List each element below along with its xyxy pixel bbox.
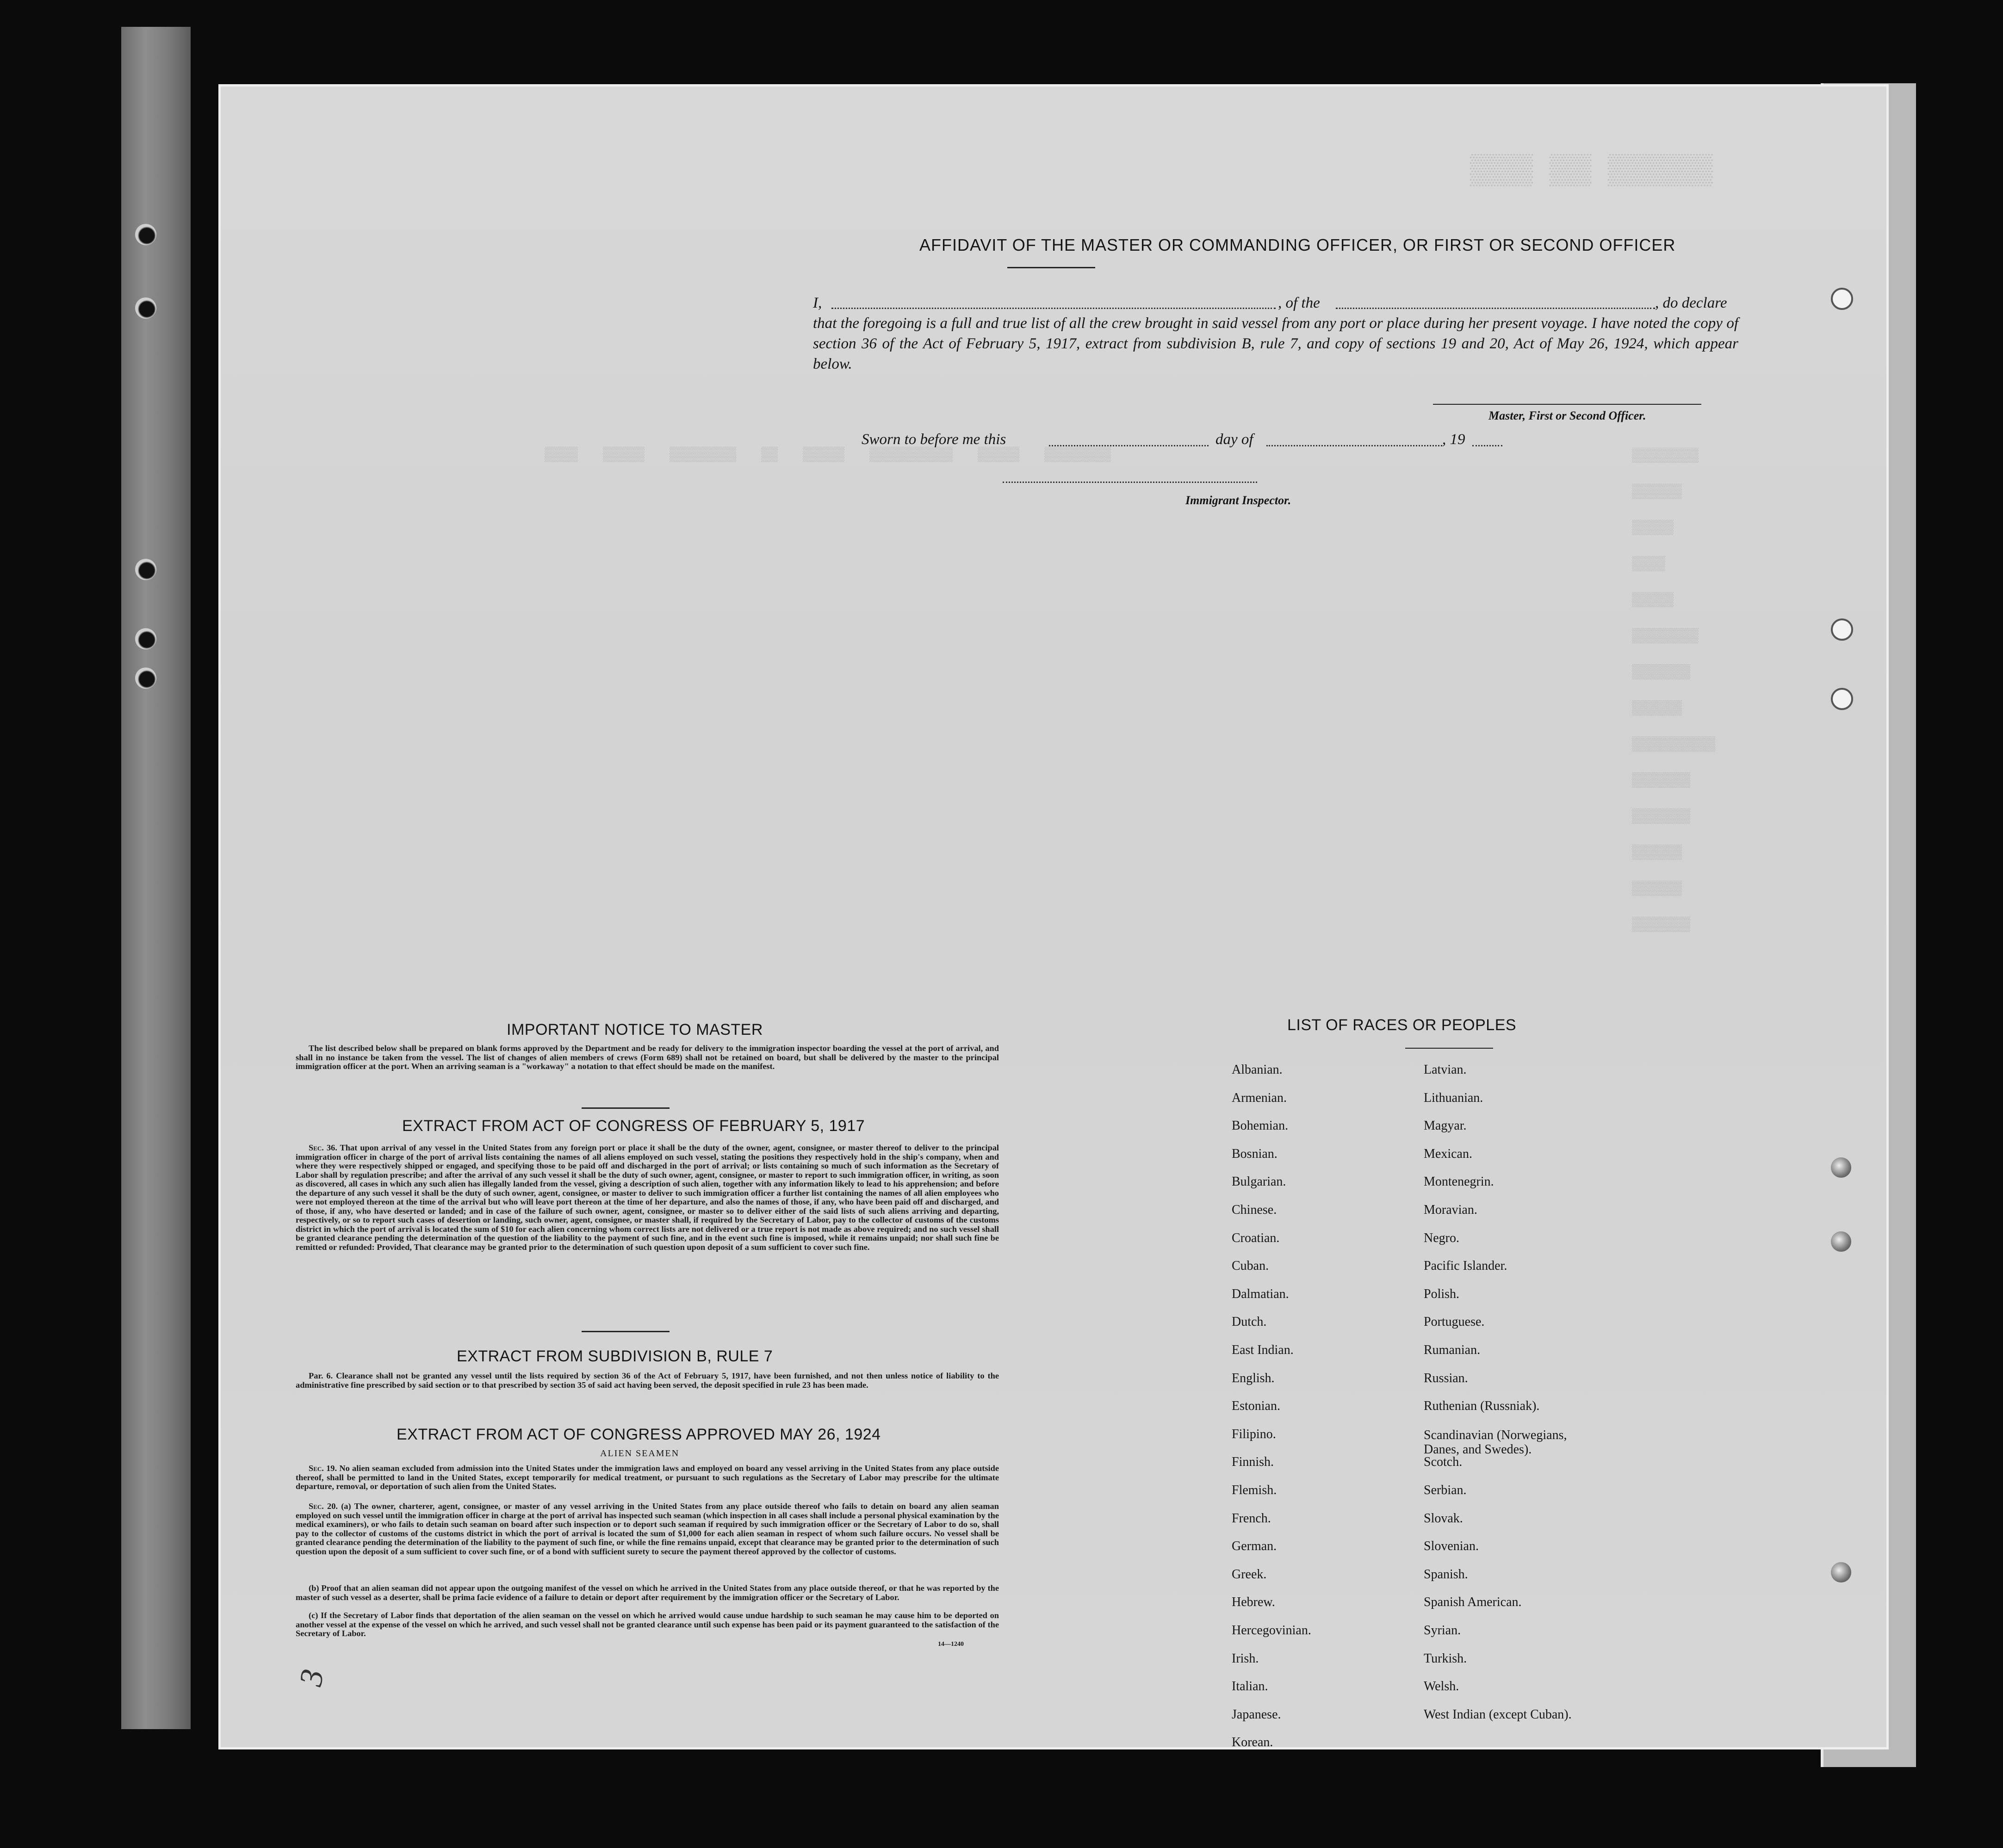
race-item: Armenian. [1232, 1090, 1287, 1105]
race-item: Latvian. [1424, 1063, 1467, 1077]
race-item: Greek. [1232, 1567, 1267, 1582]
race-item: Mexican. [1424, 1146, 1472, 1161]
race-item: Hebrew. [1232, 1595, 1275, 1610]
race-item: Italian. [1232, 1679, 1268, 1694]
race-item: Dutch. [1232, 1315, 1267, 1329]
race-item: German. [1232, 1539, 1277, 1554]
race-item: Portuguese. [1424, 1315, 1485, 1329]
affidavit-paragraph: that the foregoing is a full and true list of all the crew brought in said vessel from any port or place during her present voyage. I have noted the copy of section 36 of the Act of February 5, 1917, extract from subdivision B, rule 7, and copy of sections 19 and 20, Act of May 26, 1924, which appear below. [813, 315, 1738, 372]
race-item: Montenegrin. [1424, 1174, 1494, 1189]
extract-1924-sec19 [296, 1464, 999, 1491]
races-title: LIST OF RACES OR PEOPLES [1287, 1016, 1517, 1034]
race-item: Syrian. [1424, 1623, 1461, 1638]
punch-hole [1831, 288, 1853, 310]
extract-rule7-title: EXTRACT FROM SUBDIVISION B, RULE 7 [457, 1347, 773, 1365]
extract-1924-sec20b: (b) Proof that an alien seaman did not appear upon the outgoing manifest of the vessel on which he arrived in the United States from any place outside thereof, or that he was reported by the master of such vessel as a deserter, shall be prima facie evidence of a failure to detain or deport after requirement by the immigration officer or the Secretary of Labor. [296, 1583, 999, 1602]
race-item: Spanish. [1424, 1567, 1468, 1582]
year-label: , 19 [1442, 431, 1465, 448]
binder-hole [135, 668, 156, 689]
race-item: Welsh. [1424, 1679, 1459, 1694]
month-blank[interactable] [1266, 445, 1442, 446]
i-label: I, [813, 295, 822, 311]
rivet [1831, 1157, 1851, 1178]
bleed-through: ▒▒▒▒▒▒▒▒ ▒▒▒▒▒▒ ▒▒▒▒▒ ▒▒▒▒ ▒▒▒▒▒ ▒▒▒▒▒▒▒▒ ▒▒▒▒▒▒▒ ▒▒▒▒▒▒ ▒▒▒▒▒▒▒▒▒▒ ▒▒▒▒▒▒▒ ▒▒▒▒▒▒▒ ▒▒▒▒▒▒ ▒▒▒▒▒▒ ▒▒▒▒▒▒▒ [1632, 448, 1716, 933]
race-item: Bohemian. [1232, 1119, 1289, 1133]
title-rule [1007, 267, 1095, 268]
binder-hole [135, 628, 156, 649]
race-item: Pacific Islander. [1424, 1259, 1507, 1273]
race-item: Turkish. [1424, 1651, 1467, 1666]
notice-text: The list described below shall be prepared on blank forms approved by the Department and be ready for delivery to the immigration inspector boarding the vessel at the port of arrival, and shall in no instance be taken from the vessel. The list of changes of alien members of crews (Form 689) shall not be retained on board, but shall be delivered by the master to the principal immigration officer at the port. When an arriving seaman is a "workaway" a notation to that effect should be made on the manifest. [296, 1044, 999, 1071]
handwritten-mark: 3 [293, 1666, 331, 1689]
divider [582, 1107, 670, 1109]
of-the-label: , of the [1278, 295, 1320, 311]
form-code: 14—1240 [938, 1641, 964, 1648]
binder-hole [135, 559, 156, 580]
bleed-through: ▒▒▒ ▒▒ ▒▒▒▒▒ [1470, 152, 1713, 185]
inspector-signature-line[interactable] [1003, 482, 1257, 483]
bleed-through: ▒▒▒▒ ▒▒▒▒▒ ▒▒▒▒▒▒▒▒ ▒▒ ▒▒▒▒▒ ▒▒▒▒▒▒▒▒▒▒ ▒▒▒▒▒ ▒▒▒▒▒▒▒▒ [545, 447, 1111, 463]
sec-19-text: No alien seaman excluded from admission into the United States under the immigration laws and employed on board any vessel arriving in the United States from any place outside thereof, shall be permitted to land in the United States, except temporarily for medical treatment, or pursuant to such regulations as the Secretary of Labor may prescribe for the ultimate departure, removal, or deportation of such alien from the United States. [296, 1464, 999, 1491]
year-blank[interactable] [1472, 445, 1502, 446]
extract-1924-sec20a [296, 1502, 999, 1556]
race-item: Slovak. [1424, 1511, 1463, 1526]
race-item: Polish. [1424, 1286, 1460, 1301]
rivet [1831, 1562, 1851, 1582]
race-item: Albanian. [1232, 1063, 1283, 1077]
race-item: Magyar. [1424, 1119, 1467, 1133]
race-item: Irish. [1232, 1651, 1259, 1666]
race-item: Slovenian. [1424, 1539, 1479, 1554]
master-signature-line[interactable] [1433, 404, 1701, 405]
races-rule [1405, 1048, 1493, 1049]
extract-1924-subtitle: ALIEN SEAMEN [600, 1448, 680, 1459]
sec-20a-text: (a) The owner, charterer, agent, consignee, or master of any vessel arriving in the United States from any place outside thereof who fails to detain on board any alien seaman employed on such vessel until the immigration officer in charge at the port of arrival has inspected such seaman (which inspection in all cases shall include a personal physical examination by the medical examiners), or who fails to detain such seaman on board after such inspection or to deport such seaman if required by such immigration officer or the Secretary of Labor to do so, shall pay to the collector of customs of the customs district in which the port of arrival is located the sum of $1,000 for each alien seaman in respect of whom such failure occurs. No vessel shall be granted clearance pending the determination of the liability to the payment of such fine, or while the fine remains unpaid, except that clearance may be granted prior to the determination of such question upon the deposit of a sum sufficient to cover such fine, or of a bond with sufficient surety to secure the payment thereof approved by the collector of customs. [296, 1502, 999, 1556]
manifest-page [218, 84, 1889, 1749]
day-of-label: day of [1215, 431, 1253, 448]
race-item: Finnish. [1232, 1455, 1274, 1470]
race-item: Bulgarian. [1232, 1174, 1286, 1189]
sec-36-text: That upon arrival of any vessel in the United States from any foreign port or place it shall be the duty of the owner, agent, consignee, or master thereof to deliver to the principal immigration officer in charge of the port of arrival lists containing the names of all aliens employed on such vessel, stating the positions they respectively hold in the ship's company, when and where they were respectively shipped or engaged, and specifying those to be paid off and discharged in the port of arrival; or lists containing so much of such information as the Secretary of Labor shall by regulation prescribe; and after the arrival of any such vessel it shall be the duty of such owner, agent, consignee, or master to report to such immigration officer, in writing, as soon as discovered, all cases in which any such alien has illegally landed from the vessel, giving a description of such alien, together with any information likely to lead to his apprehension; and before the departure of any such vessel it shall be the duty of such owner, agent, consignee, or master to deliver to such immigration officer a further list containing the names of all alien employees who were not employed thereon at the time of the arrival but who will leave port thereon at the time of her departure, and also the names of those, if any, who have been paid off and discharged, and of those, if any, who have deserted or landed; and in case of the failure of such owner, agent, consignee, or master so to deliver either of the said lists of such aliens arriving and departing, respectively, or so to report such cases of desertion or landing, such owner, agent, consignee, or master shall, if required by the Secretary of Labor, pay to the collector of customs of the customs district in which the port of arrival is located the sum of $10 for each alien concerning whom correct lists are not delivered or a true report is not made as above required; and no such vessel shall be granted clearance pending the determination of the question of the liability to the payment of such fine, and in the event such fine is imposed, while it remains unpaid; nor shall such fine be remitted or refunded: Provided, That clearance may be granted prior to the determination of such question upon deposit of a sum sufficient to cover such fine. [296, 1143, 999, 1252]
race-item: Filipino. [1232, 1427, 1276, 1441]
race-item: Ruthenian (Russniak). [1424, 1399, 1540, 1414]
name-blank[interactable] [831, 308, 1276, 309]
do-declare-label: , do declare [1655, 295, 1727, 311]
race-item: West Indian (except Cuban). [1424, 1707, 1572, 1722]
race-item: Moravian. [1424, 1203, 1477, 1217]
race-item: Scandinavian (Norwegians, [1424, 1428, 1567, 1442]
race-item: Negro. [1424, 1230, 1459, 1245]
race-item: East Indian. [1232, 1343, 1294, 1357]
punch-hole [1831, 688, 1853, 710]
extract-1917-text [296, 1143, 999, 1252]
sec-20-label: Sec. 20. [309, 1502, 338, 1511]
race-item: Russian. [1424, 1371, 1468, 1385]
race-item: Rumanian. [1424, 1343, 1481, 1357]
race-item: Lithuanian. [1424, 1090, 1483, 1105]
binder-hole [135, 224, 156, 245]
extract-1924-sec20c: (c) If the Secretary of Labor finds that deportation of the alien seaman on the vessel on which he arrived would cause undue hardship to such seaman he may cause him to be deported on another vessel at the expense of the vessel on which he arrived, and such vessel shall not be granted clearance until such expense has been paid or its payment guaranteed to the satisfaction of the Secretary of Labor. [296, 1611, 999, 1638]
race-item: Bosnian. [1232, 1146, 1277, 1161]
race-item: Danes, and Swedes). [1424, 1442, 1532, 1457]
binder-hole [135, 297, 156, 319]
race-item: Estonian. [1232, 1399, 1280, 1414]
race-item: English. [1232, 1371, 1275, 1385]
extract-1917-title: EXTRACT FROM ACT OF CONGRESS OF FEBRUARY 5, 1917 [402, 1117, 865, 1135]
race-item: Spanish American. [1424, 1595, 1522, 1610]
race-item: Cuban. [1232, 1259, 1269, 1273]
race-item: Serbian. [1424, 1483, 1467, 1497]
master-signature-label: Master, First or Second Officer. [1488, 409, 1646, 422]
race-item: Japanese. [1232, 1707, 1281, 1722]
vessel-blank[interactable] [1336, 308, 1655, 309]
notice-title: IMPORTANT NOTICE TO MASTER [507, 1021, 763, 1038]
race-item: Scotch. [1424, 1455, 1463, 1470]
punch-hole [1831, 618, 1853, 641]
sworn-label: Sworn to before me this [862, 431, 1006, 448]
race-item: Hercegovinian. [1232, 1623, 1311, 1638]
inspector-label: Immigrant Inspector. [1185, 494, 1291, 507]
race-item: Croatian. [1232, 1230, 1280, 1245]
rivet [1831, 1231, 1851, 1252]
sec-19-label: Sec. 19. [309, 1464, 337, 1473]
binder-strip [121, 27, 191, 1729]
race-item: Dalmatian. [1232, 1286, 1289, 1301]
race-item: Korean. [1232, 1735, 1273, 1750]
extract-1924-title: EXTRACT FROM ACT OF CONGRESS APPROVED MAY 26, 1924 [397, 1426, 881, 1443]
day-blank[interactable] [1049, 445, 1209, 446]
divider [582, 1331, 670, 1332]
race-item: French. [1232, 1511, 1271, 1526]
affidavit-title: AFFIDAVIT OF THE MASTER OR COMMANDING OFFICER, OR FIRST OR SECOND OFFICER [919, 235, 1676, 254]
race-item: Chinese. [1232, 1203, 1277, 1217]
race-item: Flemish. [1232, 1483, 1277, 1497]
sec-36-label: Sec. 36. [309, 1143, 337, 1152]
extract-rule7-text: Par. 6. Clearance shall not be granted any vessel until the lists required by section 36 of the Act of February 5, 1917, have been furnished, and not then unless notice of liability to the administrative fine prescribed by said section or to that prescribed by section 35 of said act having been served, the deposit specified in rule 23 has been made. [296, 1371, 999, 1390]
